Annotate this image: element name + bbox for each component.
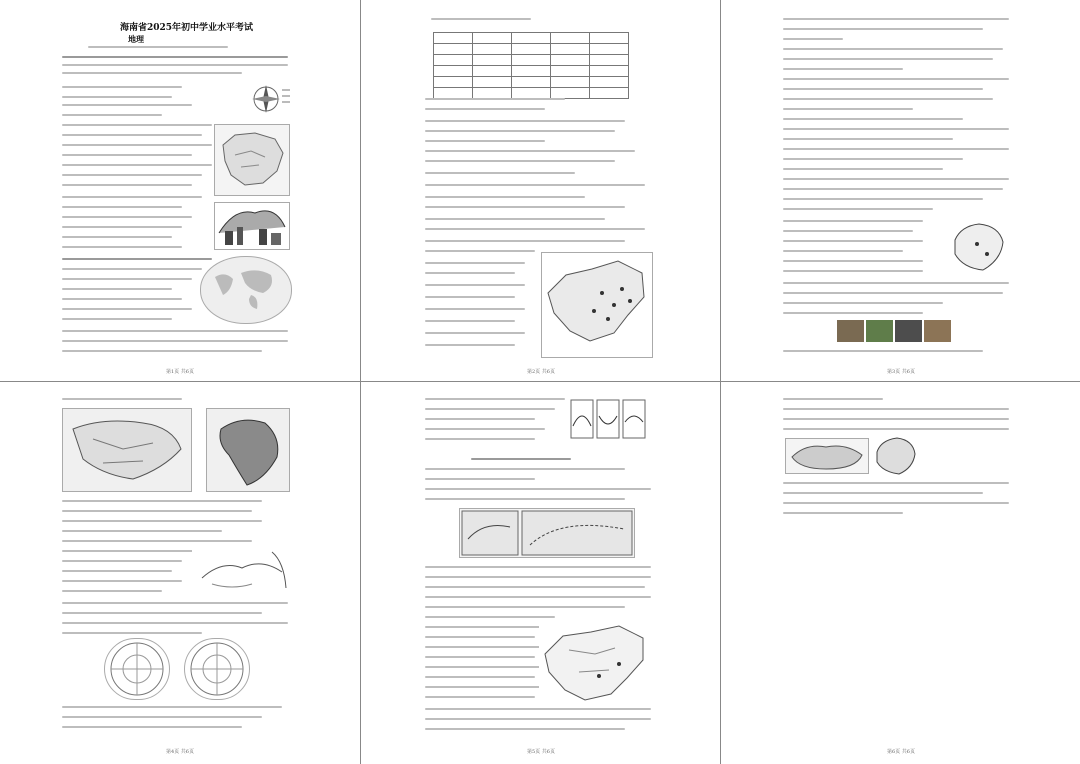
hainan-island-map-figure <box>947 218 1009 276</box>
text-line <box>62 104 192 106</box>
text-line <box>783 68 903 70</box>
text-line <box>425 718 651 720</box>
text-line <box>62 716 262 718</box>
text-line <box>425 196 585 198</box>
text-line <box>62 318 172 320</box>
text-line <box>425 228 645 230</box>
text-line <box>783 512 903 514</box>
text-line <box>783 398 883 400</box>
text-line <box>62 580 182 582</box>
compass-rose-figure <box>244 82 292 116</box>
text-line <box>783 492 983 494</box>
text-line <box>425 172 575 174</box>
text-line <box>425 438 535 440</box>
text-line <box>62 236 172 238</box>
text-line <box>783 260 923 262</box>
text-line <box>62 72 242 74</box>
text-line <box>62 258 212 260</box>
text-line <box>62 268 202 270</box>
text-line <box>88 46 228 48</box>
text-line <box>62 520 262 522</box>
page-footer: 第3页 共6页 <box>887 369 915 375</box>
text-line <box>62 278 192 280</box>
text-line <box>425 428 545 430</box>
text-line <box>62 184 192 186</box>
text-line <box>425 296 515 298</box>
text-line <box>425 240 625 242</box>
text-line <box>62 510 252 512</box>
page-4 <box>0 382 360 764</box>
text-line <box>62 56 288 58</box>
exam-title: 海南省2025年初中学业水平考试 <box>120 23 254 33</box>
text-line <box>425 140 545 142</box>
text-line <box>783 168 943 170</box>
text-line <box>425 130 615 132</box>
text-line <box>62 64 288 66</box>
text-line <box>62 622 288 624</box>
text-line <box>425 576 651 578</box>
text-line <box>783 250 903 252</box>
text-line <box>783 428 1009 430</box>
text-line <box>62 330 288 332</box>
page-footer: 第1页 共6页 <box>166 369 194 375</box>
text-line <box>783 148 1009 150</box>
text-line <box>62 540 252 542</box>
text-line <box>425 728 625 730</box>
text-line <box>783 270 923 272</box>
text-line <box>425 646 545 648</box>
text-line <box>62 632 202 634</box>
text-line <box>783 350 983 352</box>
photo-d <box>924 320 951 342</box>
text-line <box>425 626 545 628</box>
text-line <box>783 282 1009 284</box>
text-line <box>62 398 182 400</box>
hainan-map-figure-1 <box>785 438 869 474</box>
text-line <box>783 302 943 304</box>
text-line <box>425 308 525 310</box>
text-line <box>783 108 913 110</box>
text-line <box>425 418 535 420</box>
text-line <box>425 284 525 286</box>
page-2 <box>361 0 720 381</box>
text-line <box>783 128 1009 130</box>
text-line <box>62 174 202 176</box>
text-line <box>431 18 531 20</box>
text-line <box>783 208 933 210</box>
text-line <box>425 184 645 186</box>
route-maps-figure <box>459 508 635 558</box>
text-line <box>783 178 1009 180</box>
text-line <box>425 408 555 410</box>
text-line <box>783 38 843 40</box>
text-line <box>425 120 625 122</box>
text-line <box>783 220 923 222</box>
text-line <box>62 706 282 708</box>
photo-b <box>866 320 893 342</box>
text-line <box>783 240 923 242</box>
city-illustration-figure <box>214 202 290 250</box>
text-line <box>425 150 635 152</box>
page-5 <box>361 382 720 764</box>
text-line <box>62 86 182 88</box>
text-line <box>425 98 565 100</box>
page-footer: 第4页 共6页 <box>166 749 194 755</box>
text-line <box>783 98 993 100</box>
text-line <box>62 530 222 532</box>
photo-c <box>895 320 922 342</box>
text-line <box>62 164 212 166</box>
text-line <box>783 48 1003 50</box>
data-table <box>433 32 629 99</box>
text-line <box>425 250 535 252</box>
brazil-map-figure <box>206 408 290 492</box>
text-line <box>425 686 545 688</box>
text-line <box>62 134 202 136</box>
text-line <box>783 88 983 90</box>
text-line <box>783 18 1009 20</box>
text-line <box>783 198 983 200</box>
text-line <box>425 320 515 322</box>
text-line <box>783 58 993 60</box>
text-line <box>62 216 192 218</box>
climate-chart-figure <box>569 396 649 442</box>
polar-view-figure-2 <box>184 638 250 700</box>
text-line <box>425 696 535 698</box>
text-line <box>425 468 625 470</box>
text-line <box>62 570 172 572</box>
polar-view-figure-1 <box>104 638 170 700</box>
text-line <box>425 206 625 208</box>
text-line <box>425 262 525 264</box>
text-line <box>783 292 1003 294</box>
text-line <box>425 606 625 608</box>
text-line <box>62 298 182 300</box>
text-line <box>62 206 182 208</box>
text-line <box>783 28 983 30</box>
page-footer: 第2页 共6页 <box>527 369 555 375</box>
text-line <box>62 114 162 116</box>
text-line <box>783 408 1009 410</box>
text-line <box>783 312 923 314</box>
text-line <box>783 418 1009 420</box>
text-line <box>62 246 182 248</box>
text-line <box>425 272 515 274</box>
hainan-map-figure-2 <box>871 434 921 478</box>
text-line <box>783 502 1009 504</box>
text-line <box>783 118 963 120</box>
text-line <box>425 676 535 678</box>
world-map-figure <box>200 256 292 324</box>
page-footer: 第5页 共6页 <box>527 749 555 755</box>
text-line <box>425 586 645 588</box>
text-line <box>783 138 953 140</box>
text-line <box>62 144 212 146</box>
text-line <box>425 332 525 334</box>
page-1 <box>0 0 360 381</box>
text-line <box>425 488 651 490</box>
text-line <box>425 478 535 480</box>
text-line <box>62 350 262 352</box>
china-map-figure <box>214 124 290 196</box>
text-line <box>425 616 555 618</box>
text-line <box>62 602 288 604</box>
north-america-map-figure <box>62 408 192 492</box>
text-line <box>62 560 182 562</box>
text-line <box>62 288 172 290</box>
subject-title: 地理 <box>128 34 144 44</box>
text-line <box>425 656 535 658</box>
text-line <box>783 158 963 160</box>
text-line <box>62 308 192 310</box>
text-line <box>425 108 545 110</box>
text-line <box>783 188 1003 190</box>
text-line <box>425 666 545 668</box>
china-map-figure <box>541 252 653 358</box>
text-line <box>62 226 182 228</box>
text-line <box>425 344 515 346</box>
text-line <box>62 196 202 198</box>
text-line <box>425 398 565 400</box>
text-line <box>425 498 625 500</box>
text-line <box>425 596 651 598</box>
text-line <box>783 482 1009 484</box>
text-line <box>62 612 262 614</box>
text-line <box>783 230 913 232</box>
text-line <box>425 636 535 638</box>
coastline-map-figure <box>192 548 290 598</box>
text-line <box>425 566 651 568</box>
text-line <box>62 590 162 592</box>
text-line <box>425 218 605 220</box>
text-line <box>425 708 651 710</box>
page-3 <box>721 0 1080 381</box>
text-line <box>783 78 1009 80</box>
text-line <box>62 154 192 156</box>
page-6 <box>721 382 1080 764</box>
text-line <box>62 340 288 342</box>
text-line <box>62 124 212 126</box>
text-line <box>62 96 172 98</box>
page-footer: 第6页 共6页 <box>887 749 915 755</box>
text-line <box>425 160 615 162</box>
photo-a <box>837 320 864 342</box>
text-line <box>62 500 262 502</box>
text-line <box>62 726 242 728</box>
china-regions-map-figure <box>539 620 651 706</box>
section-heading-line <box>471 458 571 460</box>
